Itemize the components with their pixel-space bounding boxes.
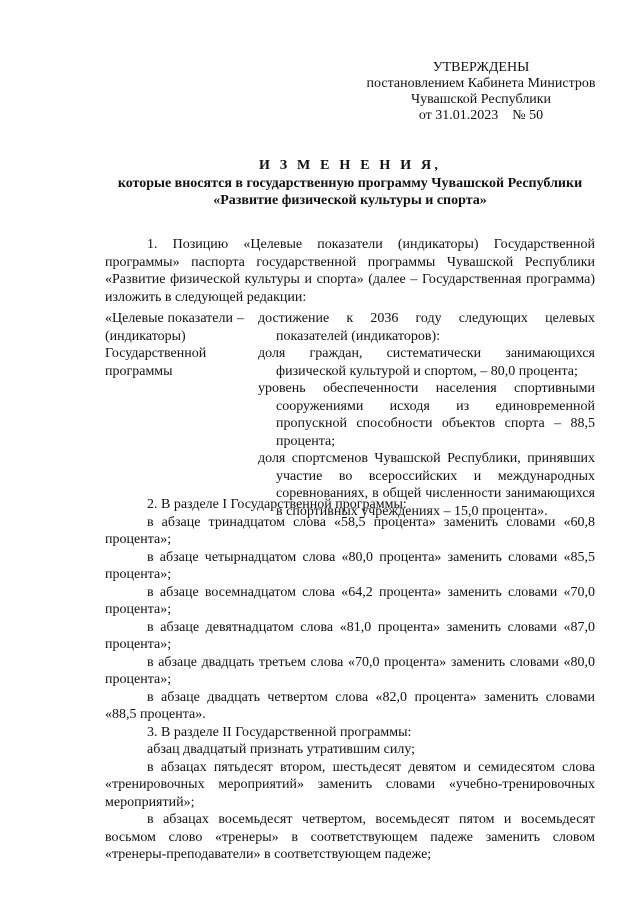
approval-stamp [366, 60, 596, 124]
indicator-line: доля граждан, систематически занимающихся физической культурой и спортом, – 80,0 процента; [258, 346, 595, 379]
document-title: И З М Е Н Е Н И Я, [258, 158, 442, 173]
approval-date-number: от 31.01.2023 № 50 [418, 108, 544, 123]
amendment-paragraph: в абзаце восемнадцатом слова «64,2 процента» заменить словами «70,0 процента»; [105, 584, 595, 617]
document-subtitle: которые вносятся в государственную программу Чувашской Республики [117, 175, 583, 191]
amendment-paragraph: в абзаце четырнадцатом слова «80,0 процента» заменить словами «85,5 процента»; [105, 549, 595, 582]
amendment-paragraph: в абзаце девятнадцатом слова «81,0 процента» заменить словами «87,0 процента»; [105, 619, 595, 652]
indicator-line: достижение к 2036 году следующих целевых показателей (индикаторов): [258, 311, 595, 344]
sections-2-3 [105, 496, 595, 864]
program-name: «Развитие физической культуры и спорта» [213, 193, 487, 208]
item-1 [105, 236, 595, 306]
approval-republic: Чувашской Республики [410, 92, 552, 107]
amendment-paragraph: в абзацах пятьдесят втором, шестьдесят девятом и семидесятом слова «тренировочных мероприятий» заменить словами «учебно-тренировочных мероприятий»; [105, 759, 595, 810]
amendment-paragraph: в абзаце двадцать третьем слова «70,0 процента» заменить словами «80,0 процента»; [105, 654, 595, 687]
amendment-paragraph: в абзаце двадцать четвертом слова «82,0 процента» заменить словами «88,5 процента». [105, 689, 595, 722]
amendment-paragraph: в абзацах восемьдесят четвертом, восемьдесят пятом и восемьдесят восьмом слово «тренеры» в соответствующем падеже заменить словом «тренеры-преподаватели» в соответствующем падеже; [105, 812, 595, 862]
document-heading [100, 157, 600, 210]
amendment-paragraph: в абзаце тринадцатом слова «58,5 процента» заменить словами «60,8 процента»; [105, 514, 595, 547]
indicator-line: уровень обеспеченности населения спортивными сооружениями исходя из единовременной пропускной способности объектов спорта – 88,5 процента; [258, 381, 595, 449]
amendment-paragraph: абзац двадцатый признать утратившим силу; [147, 742, 416, 757]
table-right-cell [258, 310, 595, 520]
item-1-paragraph: 1. Позицию «Целевые показатели (индикаторы) Государственной программы» паспорта государственной программы Чувашской Республики «Развитие физической культуры и спорта» (далее – Государственная программа) изложить в следующей редакции: [105, 237, 595, 305]
table-dash: – [237, 311, 244, 326]
approval-resolution: постановлением Кабинета Министров [366, 76, 596, 91]
indicator-line: доля спортсменов Чувашской Республики, принявших участие во всероссийских и международных соревнованиях, в общей численности занимающихся в спортивных учреждениях – 15,0 процента». [258, 451, 595, 519]
section-2-heading: 2. В разделе I Государственной программы: [147, 497, 407, 512]
table-left-cell: «Целевые показатели (индикаторы) Государственной программы [105, 311, 233, 379]
section-3-heading: 3. В разделе II Государственной программы: [147, 724, 412, 740]
approval-title: УТВЕРЖДЕНЫ [432, 60, 530, 75]
